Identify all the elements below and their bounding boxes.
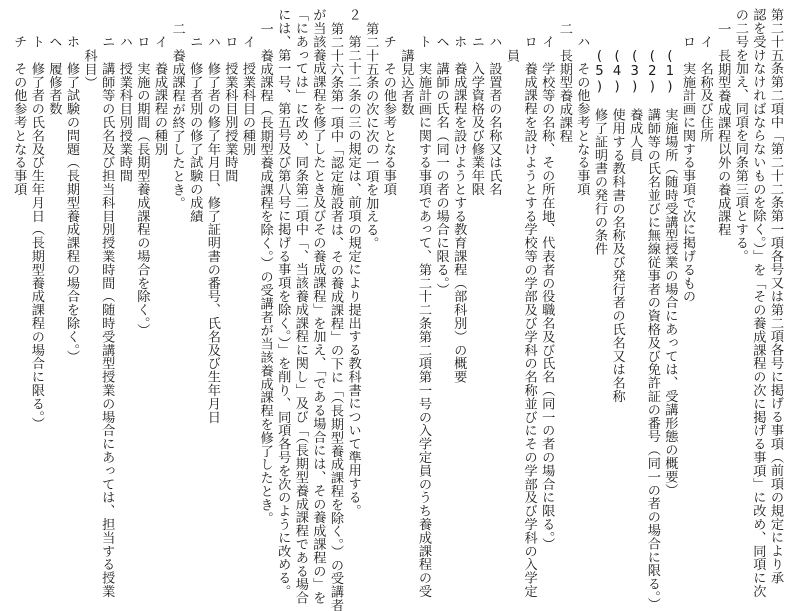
text-column: ハ 授業科目別授業時間 [116, 35, 132, 183]
text-column: 第二十五条の次に次の一項を加える。 [363, 21, 379, 250]
text-column: ホ 養成課程を設けようとする教育課程（部科別）の概要 [451, 35, 467, 384]
text-column: の二号を加え、同項を同条第三項とする。 [732, 8, 748, 263]
text-column: 員 [504, 48, 519, 63]
text-column: 認を受けなければならないものを除く。）」を「その養成課程の次に掲げる事項」に改め、同項に次 [750, 8, 766, 598]
text-column: ロ 実施計画に関する事項で次に掲げるもの [680, 35, 695, 304]
text-column: (4) 使用する教科書の名称及び発行者の氏名又は名称 [609, 48, 625, 403]
text-column: 科目） [81, 48, 97, 89]
text-column: ロ 養成課程を設けようとする学校等の学部及び学科の名称並びにその学部及び学科の入学定 [521, 35, 537, 598]
text-column: (3) 養成人員 [627, 48, 643, 162]
text-column: 一 養成課程（長期型養成課程を除く。）の受講者が当該養成課程を修了したとき。 [257, 21, 273, 525]
text-column: 第二十六条第一項中「認定施設者は、その養成課程」の下に「（長期型養成課程を除く。）の受講者 [328, 21, 343, 611]
text-column: チ その他参考となる事項 [11, 35, 27, 196]
text-column: 二 養成課程が終了したとき。 [169, 21, 185, 210]
text-column: ロ 実施の期間（長期型養成課程の場合を除く。） [134, 35, 150, 337]
text-column: 「にあっては」に改め、同条第二項中「、当該養成課程に関し」及び「（長期型養成課程である場合 [292, 8, 308, 605]
text-column: ニ 講師等の氏名及び担当科目別授業時間（随時受講型授業の場合にあっては、担当する授業 [99, 35, 115, 598]
text-column: が当該養成課程を修了したとき及びその養成課程」を加え、「である場合には、その養成課程の」を [310, 8, 326, 605]
text-column: ト 実施計画に関する事項であって、第二十二条第二項第一号の入学定員のうち養成課程の受 [416, 35, 431, 598]
text-column: ヘ 履修者数 [46, 35, 62, 116]
text-column: ハ その他参考となる事項 [574, 35, 590, 196]
text-column: ロ 授業科目別授業時間 [222, 35, 238, 183]
text-column: ２ 第二十二条の三の規定は、前項の規定により提出する教科書について準用する。 [345, 8, 361, 518]
text-column: ト 修了者の氏名及び生年月日（長期型養成課程の場合に限る。） [28, 35, 44, 431]
text-column: には、第一号、第五号及び第八号に掲げる事項を除く。）」を削り、同項各号を次のように改める。 [275, 8, 291, 598]
text-column: イ 学校等の名称、その所在地、代表者の役職名及び氏名（同一の者の場合に限る。） [539, 35, 555, 552]
text-column: イ 授業科目の種別 [240, 35, 255, 156]
text-column: イ 名称及び住所 [697, 35, 713, 143]
text-column: ハ 設置者の名称又は氏名 [486, 35, 502, 196]
text-column: ニ 修了者別の修了試験の成績 [187, 35, 203, 223]
text-column: 一 長期型養成課程以外の養成課程 [715, 21, 731, 236]
text-column: 第二十五条第二項中「第二十二条第一項各号又は第二項各号に掲げる事項（前項の規定により承 [768, 8, 783, 585]
text-column: (5) 修了証明書の発行の条件 [592, 48, 607, 256]
text-column: ハ 修了者の修了年月日、修了証明書の番号、氏名及び生年月日 [204, 35, 220, 424]
text-column: チ その他参考となる事項 [380, 35, 396, 196]
text-column: ニ 入学資格及び修業年限 [468, 35, 484, 196]
text-column: ホ 修了試験の問題（長期型養成課程の場合を除く。） [64, 35, 79, 364]
text-column: (1) 実施場所（随時受講型授業の場合にあっては、受講形態の概要） [662, 48, 678, 497]
text-column: (2) 講師等の氏名並びに無線従事者の資格及び免許証の番号（同一の者の場合に限る。） [644, 48, 660, 611]
text-column: 講見込者数 [398, 48, 414, 116]
text-column: 二 長期型養成課程 [556, 21, 572, 143]
text-column: イ 養成課程の種別 [152, 35, 167, 156]
text-column: ヘ 講師の氏名（同一の者の場合に限る。） [433, 35, 449, 297]
